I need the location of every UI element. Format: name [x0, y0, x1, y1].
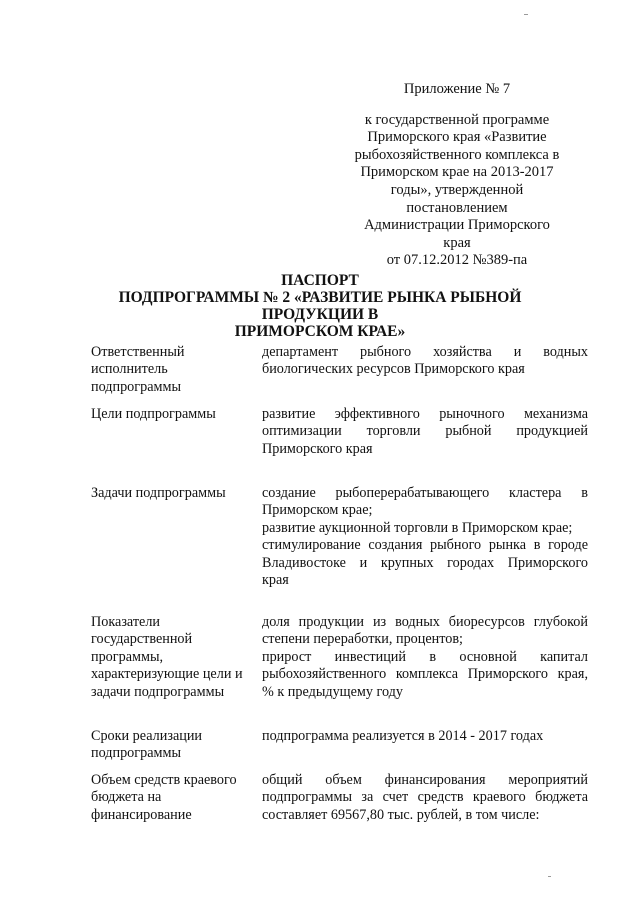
- label-line: Объем средств краевого: [91, 772, 237, 788]
- label-line: характеризующие цели и: [91, 666, 243, 683]
- value-line: стимулирование создания рыбного рынка в городе: [262, 537, 588, 554]
- appendix-line: к государственной программе: [364, 111, 550, 128]
- value-line: оптимизации торговли рыбной продукцией: [262, 423, 588, 440]
- value-line: общий объем финансирования мероприятий: [262, 772, 588, 788]
- label-line: финансирование: [91, 806, 192, 823]
- appendix-header: [352, 81, 562, 270]
- value-line: Приморском крае;: [262, 502, 373, 519]
- label-line: подпрограммы: [91, 378, 181, 395]
- value-line: Владивостоке и крупных городах Приморского: [262, 554, 588, 571]
- value-line: создание рыбоперерабатывающего кластера в: [262, 485, 588, 501]
- scan-mark: [548, 876, 551, 877]
- value-line: степени переработки, процентов;: [262, 631, 464, 648]
- row-label: [91, 344, 251, 396]
- row-label: [91, 406, 251, 423]
- row-value: [262, 614, 588, 701]
- value-line: края: [262, 572, 289, 589]
- value-line: составляет 69567,80 тыс. рублей, в том числе:: [262, 806, 540, 823]
- label-line: задачи подпрограммы: [91, 683, 225, 700]
- value-line: % к предыдущему году: [262, 683, 403, 700]
- value-line: рыбохозяйственного комплекса Приморского края,: [262, 666, 588, 683]
- row-label: [91, 614, 251, 701]
- row-value: [262, 344, 588, 379]
- label-line: Задачи подпрограммы: [91, 485, 226, 501]
- value-line: развитие аукционной торговли в Приморском крае;: [262, 519, 573, 536]
- appendix-line: рыбохозяйственного комплекса в: [354, 146, 560, 163]
- value-line: прирост инвестиций в основной капитал: [262, 648, 588, 665]
- value-line: подпрограммы за счет средств краевого бюджета: [262, 789, 588, 806]
- label-line: бюджета на: [91, 789, 162, 806]
- value-line: департамент рыбного хозяйства и водных: [262, 344, 588, 360]
- value-line: подпрограмма реализуется в 2014 - 2017 годах: [262, 728, 544, 744]
- row-value: [262, 772, 588, 824]
- value-line: доля продукции из водных биоресурсов глубокой: [262, 614, 588, 630]
- row-value: [262, 406, 588, 458]
- appendix-line: постановлением: [406, 199, 508, 216]
- appendix-line: от 07.12.2012 №389-па: [386, 252, 528, 269]
- row-label: [91, 485, 251, 502]
- appendix-line: годы», утвержденной: [390, 181, 524, 198]
- row-value: [262, 728, 588, 745]
- value-line: развитие эффективного рыночного механизма: [262, 406, 588, 422]
- label-line: исполнитель: [91, 361, 168, 378]
- title-line: ПАСПОРТ: [281, 272, 359, 289]
- row-label: [91, 772, 251, 824]
- label-line: государственной: [91, 631, 193, 648]
- appendix-line: Приморского края «Развитие: [367, 129, 547, 146]
- label-line: Сроки реализации: [91, 728, 203, 744]
- scan-mark: [524, 14, 528, 15]
- label-line: подпрограммы: [91, 745, 181, 762]
- appendix-line: Приморском крае на 2013-2017: [360, 164, 554, 181]
- label-line: Показатели: [91, 614, 161, 630]
- appendix-number: Приложение № 7: [403, 81, 511, 97]
- document-title: [70, 272, 570, 340]
- title-line: ПОДПРОГРАММЫ № 2 «РАЗВИТИЕ РЫНКА РЫБНОЙ ПРОДУКЦИИ В: [118, 289, 522, 323]
- label-line: Цели подпрограммы: [91, 406, 216, 422]
- label-line: Ответственный: [91, 344, 185, 360]
- row-value: [262, 485, 588, 589]
- row-label: [91, 728, 251, 763]
- value-line: биологических ресурсов Приморского края: [262, 361, 525, 378]
- label-line: программы,: [91, 648, 164, 665]
- appendix-line: Администрации Приморского края: [364, 217, 550, 251]
- title-line: ПРИМОРСКОМ КРАЕ»: [234, 323, 406, 340]
- value-line: Приморского края: [262, 440, 373, 457]
